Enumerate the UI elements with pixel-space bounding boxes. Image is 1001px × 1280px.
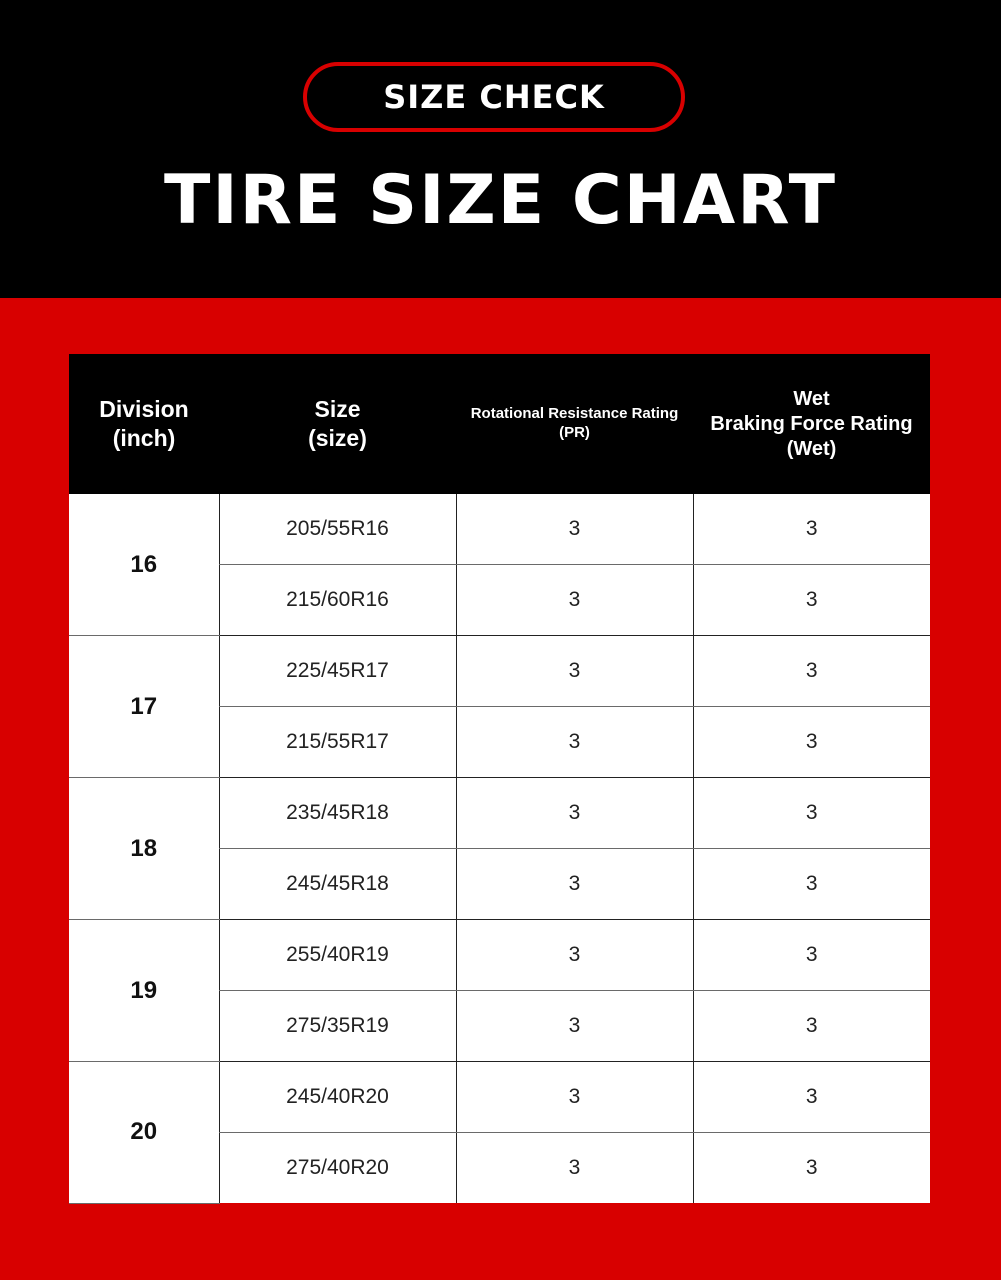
rolling-resistance-cell: 3	[456, 494, 693, 565]
rolling-resistance-cell: 3	[456, 636, 693, 707]
size-cell: 275/40R20	[219, 1133, 456, 1204]
rolling-resistance-cell: 3	[456, 991, 693, 1062]
division-cell: 19	[69, 920, 219, 1062]
wet-braking-cell: 3	[693, 707, 930, 778]
table-row	[69, 494, 930, 565]
division-cell: 17	[69, 636, 219, 778]
column-header-wet-braking	[693, 354, 930, 494]
wet-braking-cell: 3	[693, 565, 930, 636]
division-cell: 20	[69, 1062, 219, 1204]
column-header-size-line2: (size)	[308, 425, 367, 451]
tire-size-table	[69, 354, 930, 1204]
rolling-resistance-cell: 3	[456, 1133, 693, 1204]
size-cell: 225/45R17	[219, 636, 456, 707]
column-header-wet-line2: Braking Force Rating	[710, 412, 913, 435]
table-row	[69, 920, 930, 991]
size-cell: 235/45R18	[219, 778, 456, 849]
column-header-rolling-line1: Rotational Resistance Rating	[470, 405, 679, 423]
column-header-rolling-line2: (PR)	[559, 424, 590, 441]
wet-braking-cell: 3	[693, 920, 930, 991]
rolling-resistance-cell: 3	[456, 778, 693, 849]
column-header-size	[219, 354, 456, 494]
column-header-division-line1: Division	[99, 396, 189, 423]
page-title: TIRE SIZE CHART	[163, 161, 837, 240]
size-cell: 205/55R16	[219, 494, 456, 565]
wet-braking-cell: 3	[693, 849, 930, 920]
wet-braking-cell: 3	[693, 778, 930, 849]
rolling-resistance-cell: 3	[456, 565, 693, 636]
table-header-row	[69, 354, 930, 494]
size-check-badge: SIZE CHECK	[303, 62, 685, 132]
size-cell: 245/40R20	[219, 1062, 456, 1133]
division-cell: 18	[69, 778, 219, 920]
rolling-resistance-cell: 3	[456, 849, 693, 920]
wet-braking-cell: 3	[693, 494, 930, 565]
rolling-resistance-cell: 3	[456, 920, 693, 991]
size-cell: 275/35R19	[219, 991, 456, 1062]
size-cell: 215/55R17	[219, 707, 456, 778]
size-cell: 255/40R19	[219, 920, 456, 991]
column-header-size-line1: Size	[314, 396, 361, 423]
rolling-resistance-cell: 3	[456, 1062, 693, 1133]
wet-braking-cell: 3	[693, 1062, 930, 1133]
wet-braking-cell: 3	[693, 636, 930, 707]
column-header-wet-line3: (Wet)	[786, 437, 837, 460]
column-header-division-line2: (inch)	[112, 425, 176, 451]
column-header-wet-line1: Wet	[793, 387, 830, 410]
rolling-resistance-cell: 3	[456, 707, 693, 778]
table-row	[69, 636, 930, 707]
column-header-division	[69, 354, 219, 494]
size-cell: 215/60R16	[219, 565, 456, 636]
table-row	[69, 1062, 930, 1133]
table-row	[69, 778, 930, 849]
division-cell: 16	[69, 494, 219, 636]
header-banner	[0, 0, 1001, 298]
column-header-rolling-resistance	[456, 354, 693, 494]
wet-braking-cell: 3	[693, 1133, 930, 1204]
size-cell: 245/45R18	[219, 849, 456, 920]
wet-braking-cell: 3	[693, 991, 930, 1062]
